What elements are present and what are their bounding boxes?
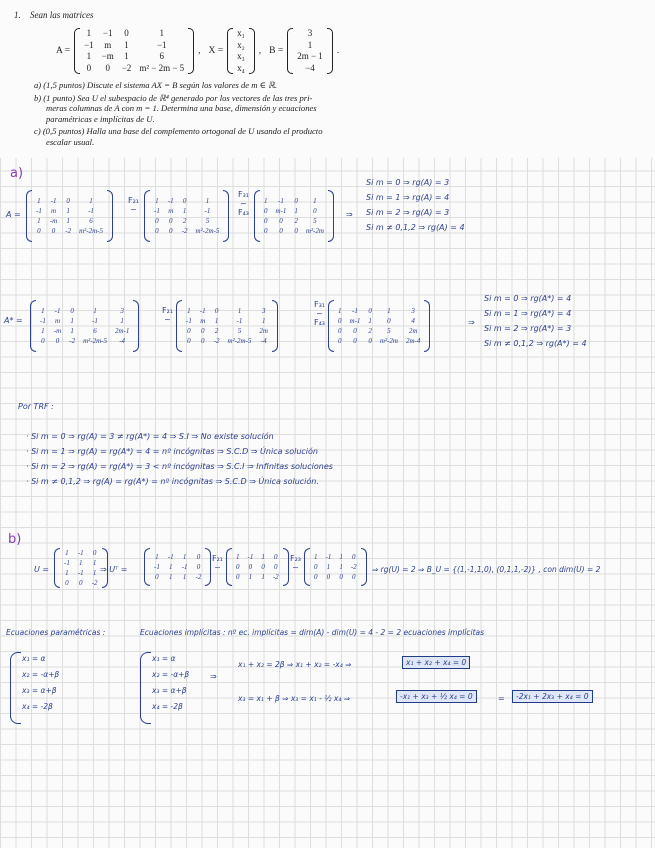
matrix-cell: -2 [350,563,357,571]
matrix-cell: 1 [248,573,253,581]
rank-case: Si m = 0 ⇒ rg(A) = 3 [366,178,450,187]
matrix-b [287,28,333,74]
matrix-cell: 2m [408,327,418,335]
matrix-cell: 0 [279,217,283,225]
row-operation: F₃₁ ~ F₄₃ [238,190,250,217]
separator: , [198,45,201,56]
matrix-cell: -2 [69,337,76,345]
matrix-cell: 0 [201,327,205,335]
matrix-cell: 1 [37,217,41,225]
matrix-cell: −m [101,51,114,61]
trf-line: · Si m = 0 ⇒ rg(A) = 3 ≠ rg(A*) = 4 ⇒ S.I ⇒ No existe solución [26,432,274,441]
implicit-system [152,654,189,718]
matrix-cell: 0 [294,197,298,205]
matrix-cell: -m [53,327,62,335]
matrix-cell: 0 [326,573,331,581]
matrix-cell: -4 [119,337,126,345]
matrix-cell: 1 [261,573,265,581]
matrix-cell: 0 [196,563,201,571]
matrix-a-name: A = [6,210,21,219]
matrix-cell: m [104,39,112,50]
matrix-cell: 0 [264,227,268,235]
hw-matrix-aext [30,300,139,352]
section-label-a: a) [10,166,24,181]
matrix-cell: -1 [54,307,61,315]
matrix-cell: m [200,317,206,325]
matrix-cell: 1 [339,553,343,561]
matrix-cell: -1 [88,207,94,215]
parametric-equation: x₄ = -2β [22,702,53,711]
matrix-cell: m [168,207,174,215]
matrix-cell: 0 [338,337,342,345]
matrix-cell: 1 [214,317,219,325]
matrix-cell: 1 [155,553,159,561]
matrix-cell: 0 [338,317,342,325]
row-operation: F₃₁ ~ F₄₃ [314,300,326,327]
matrix-cell: 0 [182,197,187,205]
matrix-cell: 0 [368,337,372,345]
matrix-ut-name: ⇒ Uᵀ = [100,565,128,574]
matrix-cell: 1 [187,307,191,315]
hw-matrix-ut-step2 [304,548,367,586]
matrix-cell: 1 [159,28,164,38]
matrix-cell: 1 [314,553,318,561]
matrix-cell: -1 [278,197,284,205]
matrix-cell: 0 [338,327,342,335]
matrix-cell: 0 [187,327,191,335]
row-operation: F₂₁ ~ [212,554,224,572]
matrix-cell: -1 [199,307,206,315]
matrix-cell: -1 [352,307,358,315]
matrix-cell: 1 [307,39,313,50]
rank-u-basis: ⇒ rg(U) = 2 ⇒ B_U = {(1,-1,1,0), (0,1,1,-2)} , con dim(U) = 2 [372,565,601,574]
rank-aext-cases [484,294,587,354]
implicit-equation-1: x₁ + x₂ + x₄ = 0 [402,656,470,669]
matrix-cell: -2 [213,337,220,345]
matrix-a-label: A = [56,45,71,56]
row-operation: F₂₁ ~ [128,196,140,214]
hw-matrix-aext-step2 [328,300,430,352]
rank-case: Si m = 0 ⇒ rg(A*) = 4 [484,294,572,303]
matrix-cell: 0 [41,337,45,345]
matrix-cell: −1 [156,39,167,50]
hw-matrix-a [26,190,113,242]
matrix-cell: 0 [169,227,173,235]
matrix-cell: 2 [214,327,219,335]
matrix-cell: 1 [86,28,92,38]
matrix-cell: -4 [260,337,267,345]
matrix-cell: 0 [92,549,97,557]
matrix-cell: −1 [102,28,113,38]
rank-a-cases [366,178,465,238]
hw-matrix-a-step2 [254,190,334,242]
trf-conclusions [26,432,333,492]
implies-arrow: ⇒ [346,210,353,219]
matrix-cell: 0 [368,307,372,315]
matrix-cell: m-1 [275,207,287,215]
matrix-cell: m² − 2m − 5 [139,62,185,73]
matrix-cell: -1 [236,317,243,325]
matrix-cell: 1 [155,197,159,205]
parametric-equation: x₃ = α+β [22,686,57,695]
implicit-derivation-2: x₃ = x₁ + β ⇒ x₃ = x₁ - ½ x₄ ⇒ [238,694,351,703]
matrix-cell: 0 [55,337,60,345]
implicit-system-equation: x₄ = -2β [152,702,183,711]
matrix-cell: 0 [70,307,74,315]
parametric-title: Ecuaciones paramétricas : [6,628,106,637]
matrix-cell: 0 [65,579,69,587]
implicit-system-equation: x₂ = -α+β [152,670,190,679]
matrix-cell: -2 [91,579,98,587]
matrix-x-label: X = [208,45,224,56]
matrix-cell: -1 [92,317,98,325]
hw-matrix-a-step1 [144,190,229,242]
matrix-cell: 0 [264,217,268,225]
matrix-cell: 3 [307,28,313,38]
matrix-cell: -2 [195,573,202,581]
matrix-cell: −1 [84,39,94,50]
matrix-cell: 0 [105,62,110,73]
matrix-cell: 1 [237,307,242,315]
matrix-cell: 1 [387,307,391,315]
matrix-cell: -1 [154,563,160,571]
matrix-cell: 3 [261,307,266,315]
matrix-cell: 1 [89,197,93,205]
matrix-cell: 1 [182,573,187,581]
matrix-a [74,28,194,74]
end-period: . [336,45,340,56]
implicit-system-equation: x₃ = α+β [152,686,187,695]
trf-title: Por TRF : [18,402,54,411]
matrix-cell: 6 [93,327,97,335]
part-b-line: b) (1 punto) Sea U el subespacio de ℝ⁴ generado por los vectores de las tres pri- [34,92,313,103]
matrix-cell: 1 [182,553,187,561]
matrix-cell: 0 [201,337,205,345]
matrix-cell: 0 [155,217,159,225]
problem-number: 1. [14,10,21,20]
implicit-system-equation: x₁ = α [152,654,176,663]
rank-case: Si m ≠ 0,1,2 ⇒ rg(A) = 4 [366,223,465,232]
matrix-cell: 5 [205,217,210,225]
matrix-cell: 1 [124,51,129,61]
hw-matrix-ut-step1 [226,548,289,586]
hw-matrix-aext-step1 [176,300,278,352]
rank-case: Si m = 1 ⇒ rg(A*) = 4 [484,309,572,318]
matrix-cell: 0 [314,573,318,581]
matrix-cell: 0 [51,227,56,235]
matrix-cell: 1 [79,559,83,567]
parametric-equation: x₂ = -α+β [22,670,60,679]
matrix-cell: m²-2m-5 [195,227,220,235]
implies-arrow: ⇒ [210,672,217,681]
matrix-cell: 1 [41,307,45,315]
matrix-cell: 0 [236,563,240,571]
trf-line: · Si m = 2 ⇒ rg(A) = rg(A*) = 3 < nº incógnitas ⇒ S.C.I ⇒ Infinitas soluciones [26,462,333,471]
matrix-cell: 6 [159,51,164,61]
implicit-equation-2: -x₁ + x₃ + ½ x₄ = 0 [396,690,477,703]
matrix-cell: -1 [167,197,174,205]
hw-matrix-ut [144,548,211,586]
problem-title: Sean las matrices [30,10,94,20]
row-operation: F₂₁ ~ [162,306,174,324]
matrix-cell: -1 [77,569,84,577]
matrix-cell: 0 [279,227,283,235]
matrix-cell: 0 [387,317,391,325]
matrix-cell: 0 [353,327,357,335]
matrix-cell: 1 [65,569,69,577]
matrix-cell: m²-2m [379,337,398,345]
matrix-cell: 0 [352,573,356,581]
matrix-cell: 1 [264,197,268,205]
matrix-cell: x₃ [237,51,245,61]
matrix-cell: 5 [313,217,317,225]
matrix-cell: 1 [338,307,342,315]
parametric-equations [22,654,59,718]
matrix-cell: 1 [41,327,45,335]
matrix-cell: 1 [261,553,265,561]
matrix-cell: 2 [182,217,187,225]
matrix-cell: x₄ [237,62,245,73]
part-a: a) (1,5 puntos) Discute el sistema AX = B según los valores de m ∈ ℝ. [34,80,278,90]
matrix-cell: 1 [236,553,240,561]
part-c-line: escalar usual. [46,136,95,147]
matrix-cell: 2 [368,327,372,335]
matrix-cell: m²-2m-5 [227,337,252,345]
matrix-cell: -1 [325,553,332,561]
matrix-cell: m-1 [349,317,361,325]
matrix-cell: m²-2m-5 [79,227,103,235]
matrix-cell: 0 [169,217,173,225]
matrix-cell: 5 [237,327,242,335]
matrix-cell: 1 [70,327,74,335]
matrix-cell: -1 [77,549,84,557]
implicit-derivation-1: x₁ + x₂ = 2β ⇒ x₁ + x₂ = -x₄ ⇒ [238,660,352,669]
matrix-cell: -1 [154,207,160,215]
matrix-cell: 0 [274,553,278,561]
matrix-cell: 3 [120,307,124,315]
matrix-u-name: U = [34,565,50,574]
matrix-cell: 0 [314,563,318,571]
matrix-x [227,28,255,74]
matrix-cell: 1 [66,217,70,225]
matrix-cell: 0 [264,207,268,215]
matrix-cell: -1 [204,207,211,215]
matrix-cell: 1 [124,39,129,50]
matrix-cell: 0 [352,553,356,561]
matrix-cell: x₁ [237,28,245,38]
matrix-cell: 0 [79,579,83,587]
part-b-line: meras columnas de A con m = 1. Determina una base, dimensión y ecuaciones [46,103,317,113]
matrix-cell: 2m [259,327,268,335]
matrix-cell: -1 [50,197,57,205]
matrix-cell: 1 [86,51,92,61]
matrix-cell: 6 [89,217,93,225]
implicit-title: Ecuaciones implícitas : nº ec. implícitas = dim(A) - dim(U) = 4 - 2 = 2 ecuaciones implícitas [140,628,485,637]
problem-parts [34,80,394,149]
matrix-cell: 0 [274,563,278,571]
matrix-cell: 2m-1 [114,327,130,335]
matrix-b-label: B = [269,45,284,56]
matrix-cell: 1 [326,563,331,571]
part-b-line: paramétricas e implícitas de U. [46,113,155,124]
matrix-cell: 4 [411,317,415,325]
matrix-cell: 0 [66,197,70,205]
matrix-cell: 0 [155,227,159,235]
implicit-equation-2-scaled: -2x₁ + 2x₃ + x₄ = 0 [512,690,593,703]
matrix-cell: 1 [294,207,298,215]
matrix-cell: x₂ [237,39,245,50]
matrix-cell: 1 [339,563,343,571]
matrix-cell: -1 [64,559,70,567]
matrix-cell: -1 [40,317,46,325]
matrix-cell: 1 [65,549,69,557]
matrix-cell: 0 [236,573,240,581]
separator: , [258,45,262,56]
matrix-cell: -1 [247,553,254,561]
matrix-cell: 1 [70,317,74,325]
matrix-cell: -1 [181,563,188,571]
matrix-cell: 1 [313,197,317,205]
matrix-cell: 2m − 1 [297,51,323,61]
rank-case: Si m = 2 ⇒ rg(A*) = 3 [484,324,572,333]
section-label-b: b) [8,532,22,547]
matrix-cell: 0 [187,337,191,345]
matrix-cell: 2m-4 [405,337,421,345]
rank-case: Si m ≠ 0,1,2 ⇒ rg(A*) = 4 [484,339,587,348]
rank-case: Si m = 1 ⇒ rg(A) = 4 [366,193,450,202]
part-c-line: c) (0,5 puntos) Halla una base del complemento ortogonal de U usando el producto [34,126,323,136]
matrix-cell: 1 [205,197,210,205]
problem-statement [0,0,655,158]
matrix-cell: 0 [124,28,129,38]
matrix-cell: 0 [339,573,343,581]
matrix-cell: m²-2m-5 [83,337,107,345]
matrix-cell: 1 [66,207,70,215]
implies-arrow: ⇒ [468,318,475,327]
trf-line: · Si m = 1 ⇒ rg(A) = rg(A*) = 4 = nº incógnitas ⇒ S.C.D ⇒ Única solución [26,447,318,456]
matrix-cell: 1 [120,317,124,325]
matrix-cell: -m [49,217,58,225]
trf-line: · Si m ≠ 0,1,2 ⇒ rg(A) = rg(A*) = nº incógnitas ⇒ S.C.D ⇒ Única solución. [26,477,319,486]
matrix-cell: 1 [169,563,173,571]
matrix-cell: 1 [182,207,187,215]
matrix-cell: 1 [92,559,97,567]
matrix-cell: 0 [248,563,253,571]
matrix-cell: m [51,207,57,215]
rank-case: Si m = 2 ⇒ rg(A) = 3 [366,208,450,217]
parametric-equation: x₁ = α [22,654,46,663]
matrix-cell: 3 [411,307,415,315]
matrix-cell: 1 [261,317,266,325]
matrix-cell: −4 [305,62,315,73]
matrix-cell: 1 [92,569,97,577]
matrix-cell: -2 [65,227,72,235]
matrix-cell: 0 [261,563,265,571]
row-operation: F₂₃ ~ [290,554,302,572]
matrix-cell: 1 [37,197,41,205]
matrix-cell: -1 [167,553,174,561]
matrix-cell: 0 [37,227,41,235]
matrix-cell: -1 [186,317,192,325]
equals-sign: = [498,694,505,703]
matrix-cell: 5 [387,327,391,335]
matrix-cell: m²-2m [305,227,324,235]
matrix-cell: 0 [214,307,219,315]
matrix-cell: 0 [294,227,298,235]
matrix-cell: 1 [368,317,372,325]
matrix-cell: −2 [121,62,132,73]
matrix-cell: m [55,317,61,325]
matrix-cell: 0 [155,573,159,581]
matrix-cell: 1 [93,307,97,315]
matrix-definitions [52,26,343,76]
matrix-aext-name: A* = [4,316,23,325]
matrix-cell: -2 [272,573,279,581]
matrix-cell: 0 [196,553,201,561]
matrix-cell: -1 [36,207,42,215]
matrix-cell: 0 [86,62,92,73]
matrix-cell: 0 [353,337,357,345]
matrix-cell: 0 [313,207,317,215]
matrix-cell: 2 [294,217,298,225]
matrix-cell: 1 [169,573,173,581]
matrix-cell: -2 [181,227,188,235]
